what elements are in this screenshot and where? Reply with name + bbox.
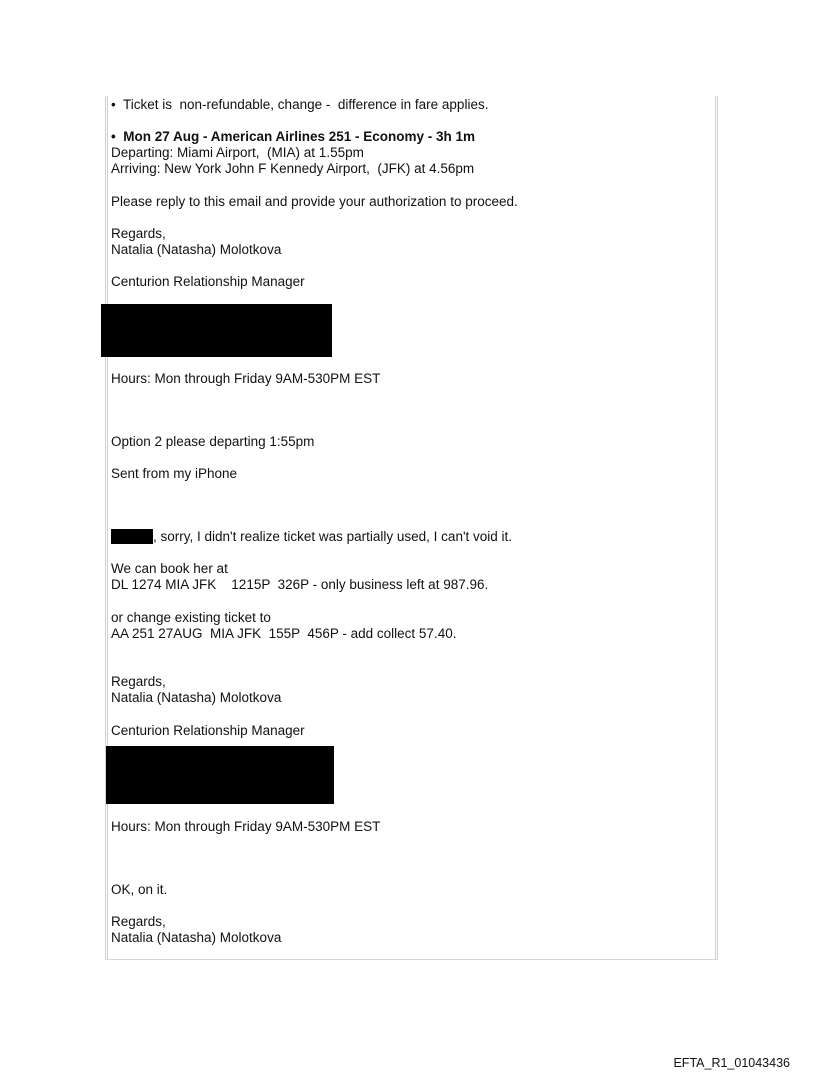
hours-line: Hours: Mon through Friday 9AM-530PM EST (111, 371, 381, 386)
hours-line: Hours: Mon through Friday 9AM-530PM EST (111, 819, 381, 834)
book-intro: We can book her at (111, 561, 228, 576)
sorry-text: , sorry, I didn't realize ticket was partially used, I can't void it. (153, 529, 513, 544)
sender-name: Natalia (Natasha) Molotkova (111, 930, 282, 945)
sender-title: Centurion Relationship Manager (111, 274, 305, 289)
redaction-block (106, 746, 334, 804)
sender-name: Natalia (Natasha) Molotkova (111, 690, 282, 705)
document-id: EFTA_R1_01043436 (673, 1056, 790, 1070)
book-option: DL 1274 MIA JFK 1215P 326P - only business left at 987.96. (111, 577, 489, 592)
ok-text: OK, on it. (111, 882, 168, 897)
regards: Regards, (111, 226, 166, 241)
redaction-block (101, 304, 332, 357)
sender-name: Natalia (Natasha) Molotkova (111, 242, 282, 257)
arriving-line: Arriving: New York John F Kennedy Airport, (JFK) at 4.56pm (111, 161, 475, 176)
option-reply: Option 2 please departing 1:55pm (111, 434, 315, 449)
regards: Regards, (111, 914, 166, 929)
flight-heading: • Mon 27 Aug - American Airlines 251 - Economy - 3h 1m (111, 129, 476, 144)
change-intro: or change existing ticket to (111, 610, 271, 625)
regards: Regards, (111, 674, 166, 689)
sent-from: Sent from my iPhone (111, 466, 238, 481)
redacted-name (111, 529, 153, 544)
change-option: AA 251 27AUG MIA JFK 155P 456P - add collect 57.40. (111, 626, 457, 641)
departing-line: Departing: Miami Airport, (MIA) at 1.55pm (111, 145, 364, 160)
reply-request: Please reply to this email and provide your authorization to proceed. (111, 194, 518, 209)
sender-title: Centurion Relationship Manager (111, 723, 305, 738)
ticket-note: • Ticket is non-refundable, change - difference in fare applies. (111, 97, 489, 112)
